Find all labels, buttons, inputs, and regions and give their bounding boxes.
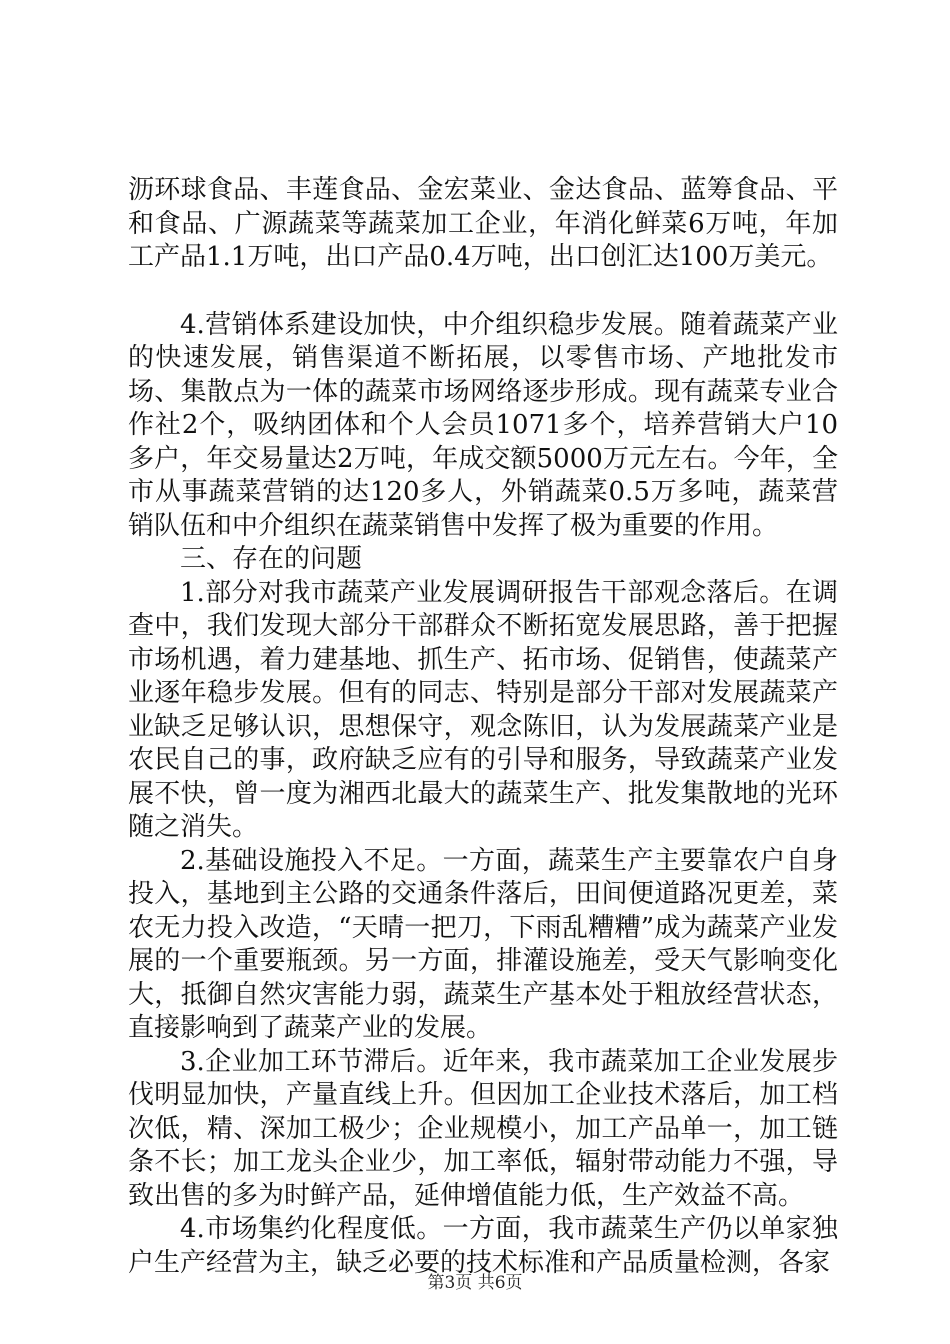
paragraph-problem-2: 2.基础设施投入不足。一方面，蔬菜生产主要靠农户自身投入，基地到主公路的交通条件落后，田间便道路况更差，菜农无力投入改造，“天晴一把刀，下雨乱糟糟”成为蔬菜产业发展的一个重要瓶颈。另一方面，排灌设施差，受天气影响变化大，抵御自然灾害能力弱，蔬菜生产基本处于粗放经营状态，直接影响到了蔬菜产业的发展。 bbox=[128, 845, 838, 1043]
paragraph-marketing-system: 4.营销体系建设加快，中介组织稳步发展。随着蔬菜产业的快速发展，销售渠道不断拓展，以零售市场、产地批发市场、集散点为一体的蔬菜市场网络逐步形成。现有蔬菜专业合作社2个，吸纳团体和个人会员1071多个，培养营销大户10多户，年交易量达2万吨，年成交额5000万元左右。今年，全市从事蔬菜营销的达120多人，外销蔬菜0.5万多吨，蔬菜营销队伍和中介组织在蔬菜销售中发挥了极为重要的作用。 bbox=[128, 309, 838, 541]
section-heading-problems: 三、存在的问题 bbox=[180, 544, 363, 574]
page-number-footer: 第3页 共6页 bbox=[427, 1273, 523, 1293]
paragraph-continued: 沥环球食品、丰莲食品、金宏菜业、金达食品、蓝筹食品、平和食品、广源蔬菜等蔬菜加工企业，年消化鲜菜6万吨，年加工产品1.1万吨，出口产品0.4万吨，出口创汇达100万美元。 bbox=[128, 175, 838, 272]
paragraph-problem-1: 1.部分对我市蔬菜产业发展调研报告干部观念落后。在调查中，我们发现大部分干部群众不断拓宽发展思路，善于把握市场机遇，着力建基地、抓生产、拓市场、促销售，使蔬菜产业逐年稳步发展。但有的同志、特别是部分干部对发展蔬菜产业缺乏足够认识，思想保守，观念陈旧，认为发展蔬菜产业是农民自己的事，政府缺乏应有的引导和服务，导致蔬菜产业发展不快，曾一度为湘西北最大的蔬菜生产、批发集散地的光环随之消失。 bbox=[128, 577, 838, 842]
paragraph-problem-3: 3.企业加工环节滞后。近年来，我市蔬菜加工企业发展步伐明显加快，产量直线上升。但因加工企业技术落后，加工档次低，精、深加工极少；企业规模小，加工产品单一，加工链条不长；加工龙头企业少，加工率低，辐射带动能力不强，导致出售的多为时鲜产品，延伸增值能力低，生产效益不高。 bbox=[128, 1046, 838, 1211]
paragraph-problem-4: 4.市场集约化程度低。一方面，我市蔬菜生产仍以单家独户生产经营为主，缺乏必要的技术标准和产品质量检测，各家 bbox=[128, 1214, 838, 1278]
document-body bbox=[128, 174, 838, 1280]
